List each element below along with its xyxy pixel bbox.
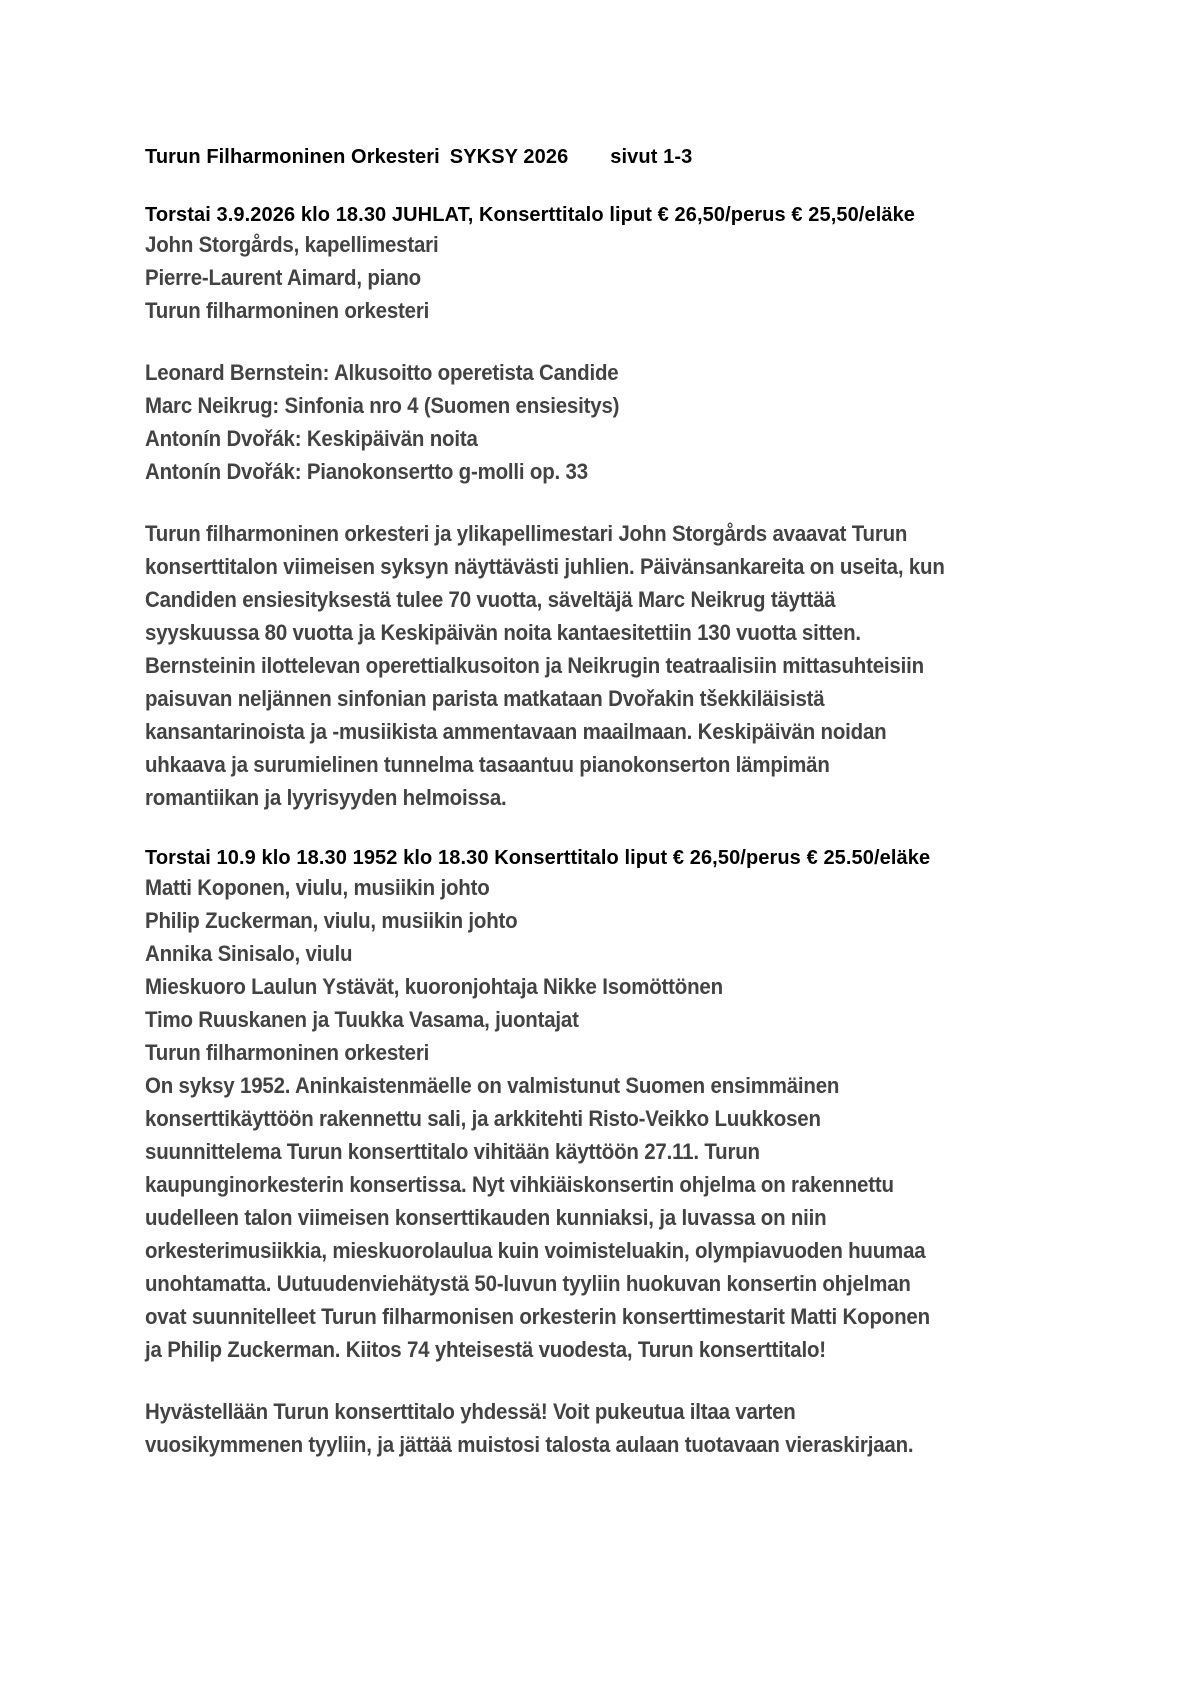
event1-description-line: Turun filharmoninen orkesteri ja ylikapellimestari John Storgårds avaavat Turun [145,521,908,546]
event1-performer: Turun filharmoninen orkesteri [145,298,430,323]
event2-description-line: uudelleen talon viimeisen konserttikauden kunniaksi, ja luvassa on niin [145,1205,827,1230]
event1-program-item: Antonín Dvořák: Pianokonsertto g-molli op. 33 [145,459,588,484]
event2-closing-line: vuosikymmenen tyyliin, ja jättää muistosi talosta aulaan tuotavaan vieraskirjaan. [145,1432,914,1457]
event1-description-line: konserttitalon viimeisen syksyn näyttävästi juhlien. Päivänsankareita on useita, kun [145,554,945,579]
event1-description-line: kansantarinoista ja -musiikista ammentavaan maailmaan. Keskipäivän noidan [145,719,887,744]
event2-description-line: orkesterimusiikkia, mieskuorolaulua kuin voimisteluakin, olympiavuoden huumaa [145,1238,926,1263]
event1-program-item: Marc Neikrug: Sinfonia nro 4 (Suomen ensiesitys) [145,393,620,418]
event1-program-item: Antonín Dvořák: Keskipäivän noita [145,426,478,451]
page-range: sivut 1-3 [610,146,693,168]
event1-description-line: syyskuussa 80 vuotta ja Keskipäivän noita kantaesitettiin 130 vuotta sitten. [145,620,861,645]
event2-header: Torstai 10.9 klo 18.30 1952 klo 18.30 Konserttitalo liput € 26,50/perus € 25.50/eläke [145,847,931,869]
event1-description-line: uhkaava ja surumielinen tunnelma tasaantuu pianokonserton lämpimän [145,752,830,777]
event1-description-line: Bernsteinin ilottelevan operettialkusoiton ja Neikrugin teatraalisiin mittasuhteisiin [145,653,924,678]
event1-description-line: romantiikan ja lyyrisyyden helmoissa. [145,785,507,810]
event1-performer: John Storgårds, kapellimestari [145,232,439,257]
event2-description-line: On syksy 1952. Aninkaistenmäelle on valmistunut Suomen ensimmäinen [145,1073,840,1098]
event2-description-line: suunnittelema Turun konserttitalo vihitään käyttöön 27.11. Turun [145,1139,760,1164]
event2-closing-line: Hyvästellään Turun konserttitalo yhdessä! Voit pukeutua iltaa varten [145,1399,796,1424]
event1-performer: Pierre-Laurent Aimard, piano [145,265,421,290]
event2-description-line: unohtamatta. Uutuudenviehätystä 50-luvun tyyliin huokuvan konsertin ohjelman [145,1271,911,1296]
document-title: Turun Filharmoninen Orkesteri [145,146,440,168]
event2-description-line: ovat suunnitelleet Turun filharmonisen orkesterin konserttimestarit Matti Koponen [145,1304,930,1329]
event2-performer: Mieskuoro Laulun Ystävät, kuoronjohtaja Nikke Isomöttönen [145,974,723,999]
event1-program-item: Leonard Bernstein: Alkusoitto operetista Candide [145,360,619,385]
event2-performer: Turun filharmoninen orkesteri [145,1040,430,1065]
document-title-line [145,146,692,169]
event2-description-line: ja Philip Zuckerman. Kiitos 74 yhteisestä vuodesta, Turun konserttitalo! [145,1337,826,1362]
event1-description-line: paisuvan neljännen sinfonian parista matkataan Dvořakin tšekkiläisistä [145,686,825,711]
event1-header: Torstai 3.9.2026 klo 18.30 JUHLAT, Konserttitalo liput € 26,50/perus € 25,50/eläke [145,204,916,226]
event1-description-line: Candiden ensiesityksestä tulee 70 vuotta, säveltäjä Marc Neikrug täyttää [145,587,836,612]
event2-performer: Annika Sinisalo, viulu [145,941,353,966]
event2-performer: Philip Zuckerman, viulu, musiikin johto [145,908,518,933]
event2-performer: Matti Koponen, viulu, musiikin johto [145,875,490,900]
event2-performer: Timo Ruuskanen ja Tuukka Vasama, juontajat [145,1007,579,1032]
event2-description-line: konserttikäyttöön rakennettu sali, ja arkkitehti Risto-Veikko Luukkosen [145,1106,821,1131]
event2-description-line: kaupunginorkesterin konsertissa. Nyt vihkiäiskonsertin ohjelma on rakennettu [145,1172,894,1197]
season-label: SYKSY 2026 [449,146,569,168]
